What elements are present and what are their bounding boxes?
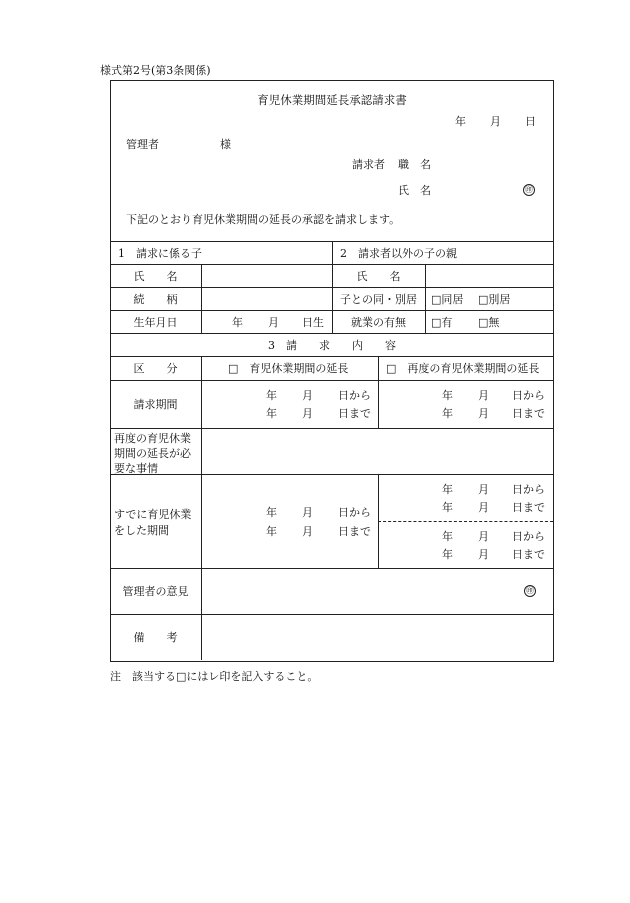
footnote: 注 該当する□にはレ印を記入すること。	[110, 670, 319, 683]
past-until-day: 日まで	[338, 525, 371, 538]
date-year: 年	[455, 115, 466, 128]
past2b-until-month: 月	[478, 548, 489, 561]
past-until-month: 月	[302, 525, 313, 538]
past2b-until-day: 日まで	[512, 548, 545, 561]
past2b-from-day: 日から	[512, 530, 545, 543]
period2-until-year: 年	[442, 407, 453, 420]
option-re-extension-checkbox[interactable]: □ 再度の育児休業期間の延長	[386, 362, 540, 375]
past-period-label: すでに育児休業をした期間	[114, 508, 192, 537]
past-from-year: 年	[266, 506, 277, 519]
seal-mark: ㊞	[525, 185, 533, 194]
cohabit-same-checkbox[interactable]: □同居	[431, 293, 464, 306]
requester-name-label: 氏 名	[398, 184, 431, 197]
birth-day: 日生	[302, 316, 324, 329]
past-until-year: 年	[266, 525, 277, 538]
past2a-until-year: 年	[442, 501, 453, 514]
period1-from-day: 日から	[338, 389, 371, 402]
period2-from-month: 月	[478, 389, 489, 402]
section2-heading: 2 請求者以外の子の親	[340, 247, 457, 260]
past2a-until-day: 日まで	[512, 501, 545, 514]
employment-label: 就業の有無	[351, 316, 406, 329]
reason-label: 再度の育児休業期間の延長が必要な事情	[114, 432, 191, 475]
manager-opinion-label: 管理者の意見	[122, 585, 189, 598]
date-month: 月	[490, 115, 501, 128]
section1-heading: 1 請求に係る子	[118, 247, 202, 260]
request-statement: 下記のとおり育児休業期間の延長の承認を請求します。	[126, 213, 401, 226]
requester-position-label: 職 名	[398, 158, 431, 171]
requester-label: 請求者	[352, 158, 385, 171]
period2-from-day: 日から	[512, 389, 545, 402]
past2a-from-year: 年	[442, 483, 453, 496]
past2a-from-month: 月	[478, 483, 489, 496]
past-from-day: 日から	[338, 506, 371, 519]
past2b-until-year: 年	[442, 548, 453, 561]
past2a-until-month: 月	[478, 501, 489, 514]
past-from-month: 月	[302, 506, 313, 519]
child-name-label: 氏 名	[133, 270, 178, 283]
period2-until-day: 日まで	[512, 407, 545, 420]
period2-from-year: 年	[442, 389, 453, 402]
section3-heading: 3 請 求 内 容	[268, 339, 396, 352]
past2b-from-year: 年	[442, 530, 453, 543]
cohabit-label: 子との同・別居	[340, 293, 417, 306]
period1-until-year: 年	[266, 407, 277, 420]
category-label: 区 分	[133, 362, 178, 375]
past2a-from-day: 日から	[512, 483, 545, 496]
period1-until-day: 日まで	[338, 407, 371, 420]
period2-until-month: 月	[478, 407, 489, 420]
period1-from-year: 年	[266, 389, 277, 402]
form-title: 育児休業期間延長承認請求書	[257, 93, 407, 107]
remarks-label: 備 考	[133, 631, 178, 644]
option-extension-checkbox[interactable]: □ 育児休業期間の延長	[228, 362, 349, 375]
period1-until-month: 月	[302, 407, 313, 420]
addressee-honorific: 様	[220, 138, 231, 151]
period-label: 請求期間	[133, 398, 178, 411]
birth-month: 月	[268, 316, 279, 329]
cohabit-separate-checkbox[interactable]: □別居	[478, 293, 511, 306]
relation-label: 続 柄	[133, 293, 178, 306]
form-number: 様式第2号(第3条関係)	[100, 64, 211, 77]
date-day: 日	[525, 115, 536, 128]
birthdate-label: 生年月日	[133, 316, 178, 329]
past2b-from-month: 月	[478, 530, 489, 543]
addressee-label: 管理者	[126, 138, 159, 151]
period1-from-month: 月	[302, 389, 313, 402]
employed-yes-checkbox[interactable]: □有	[431, 316, 453, 329]
birth-year: 年	[232, 316, 243, 329]
manager-seal-mark: ㊞	[526, 586, 534, 595]
other-parent-name-label: 氏 名	[356, 270, 401, 283]
employed-no-checkbox[interactable]: □無	[478, 316, 500, 329]
